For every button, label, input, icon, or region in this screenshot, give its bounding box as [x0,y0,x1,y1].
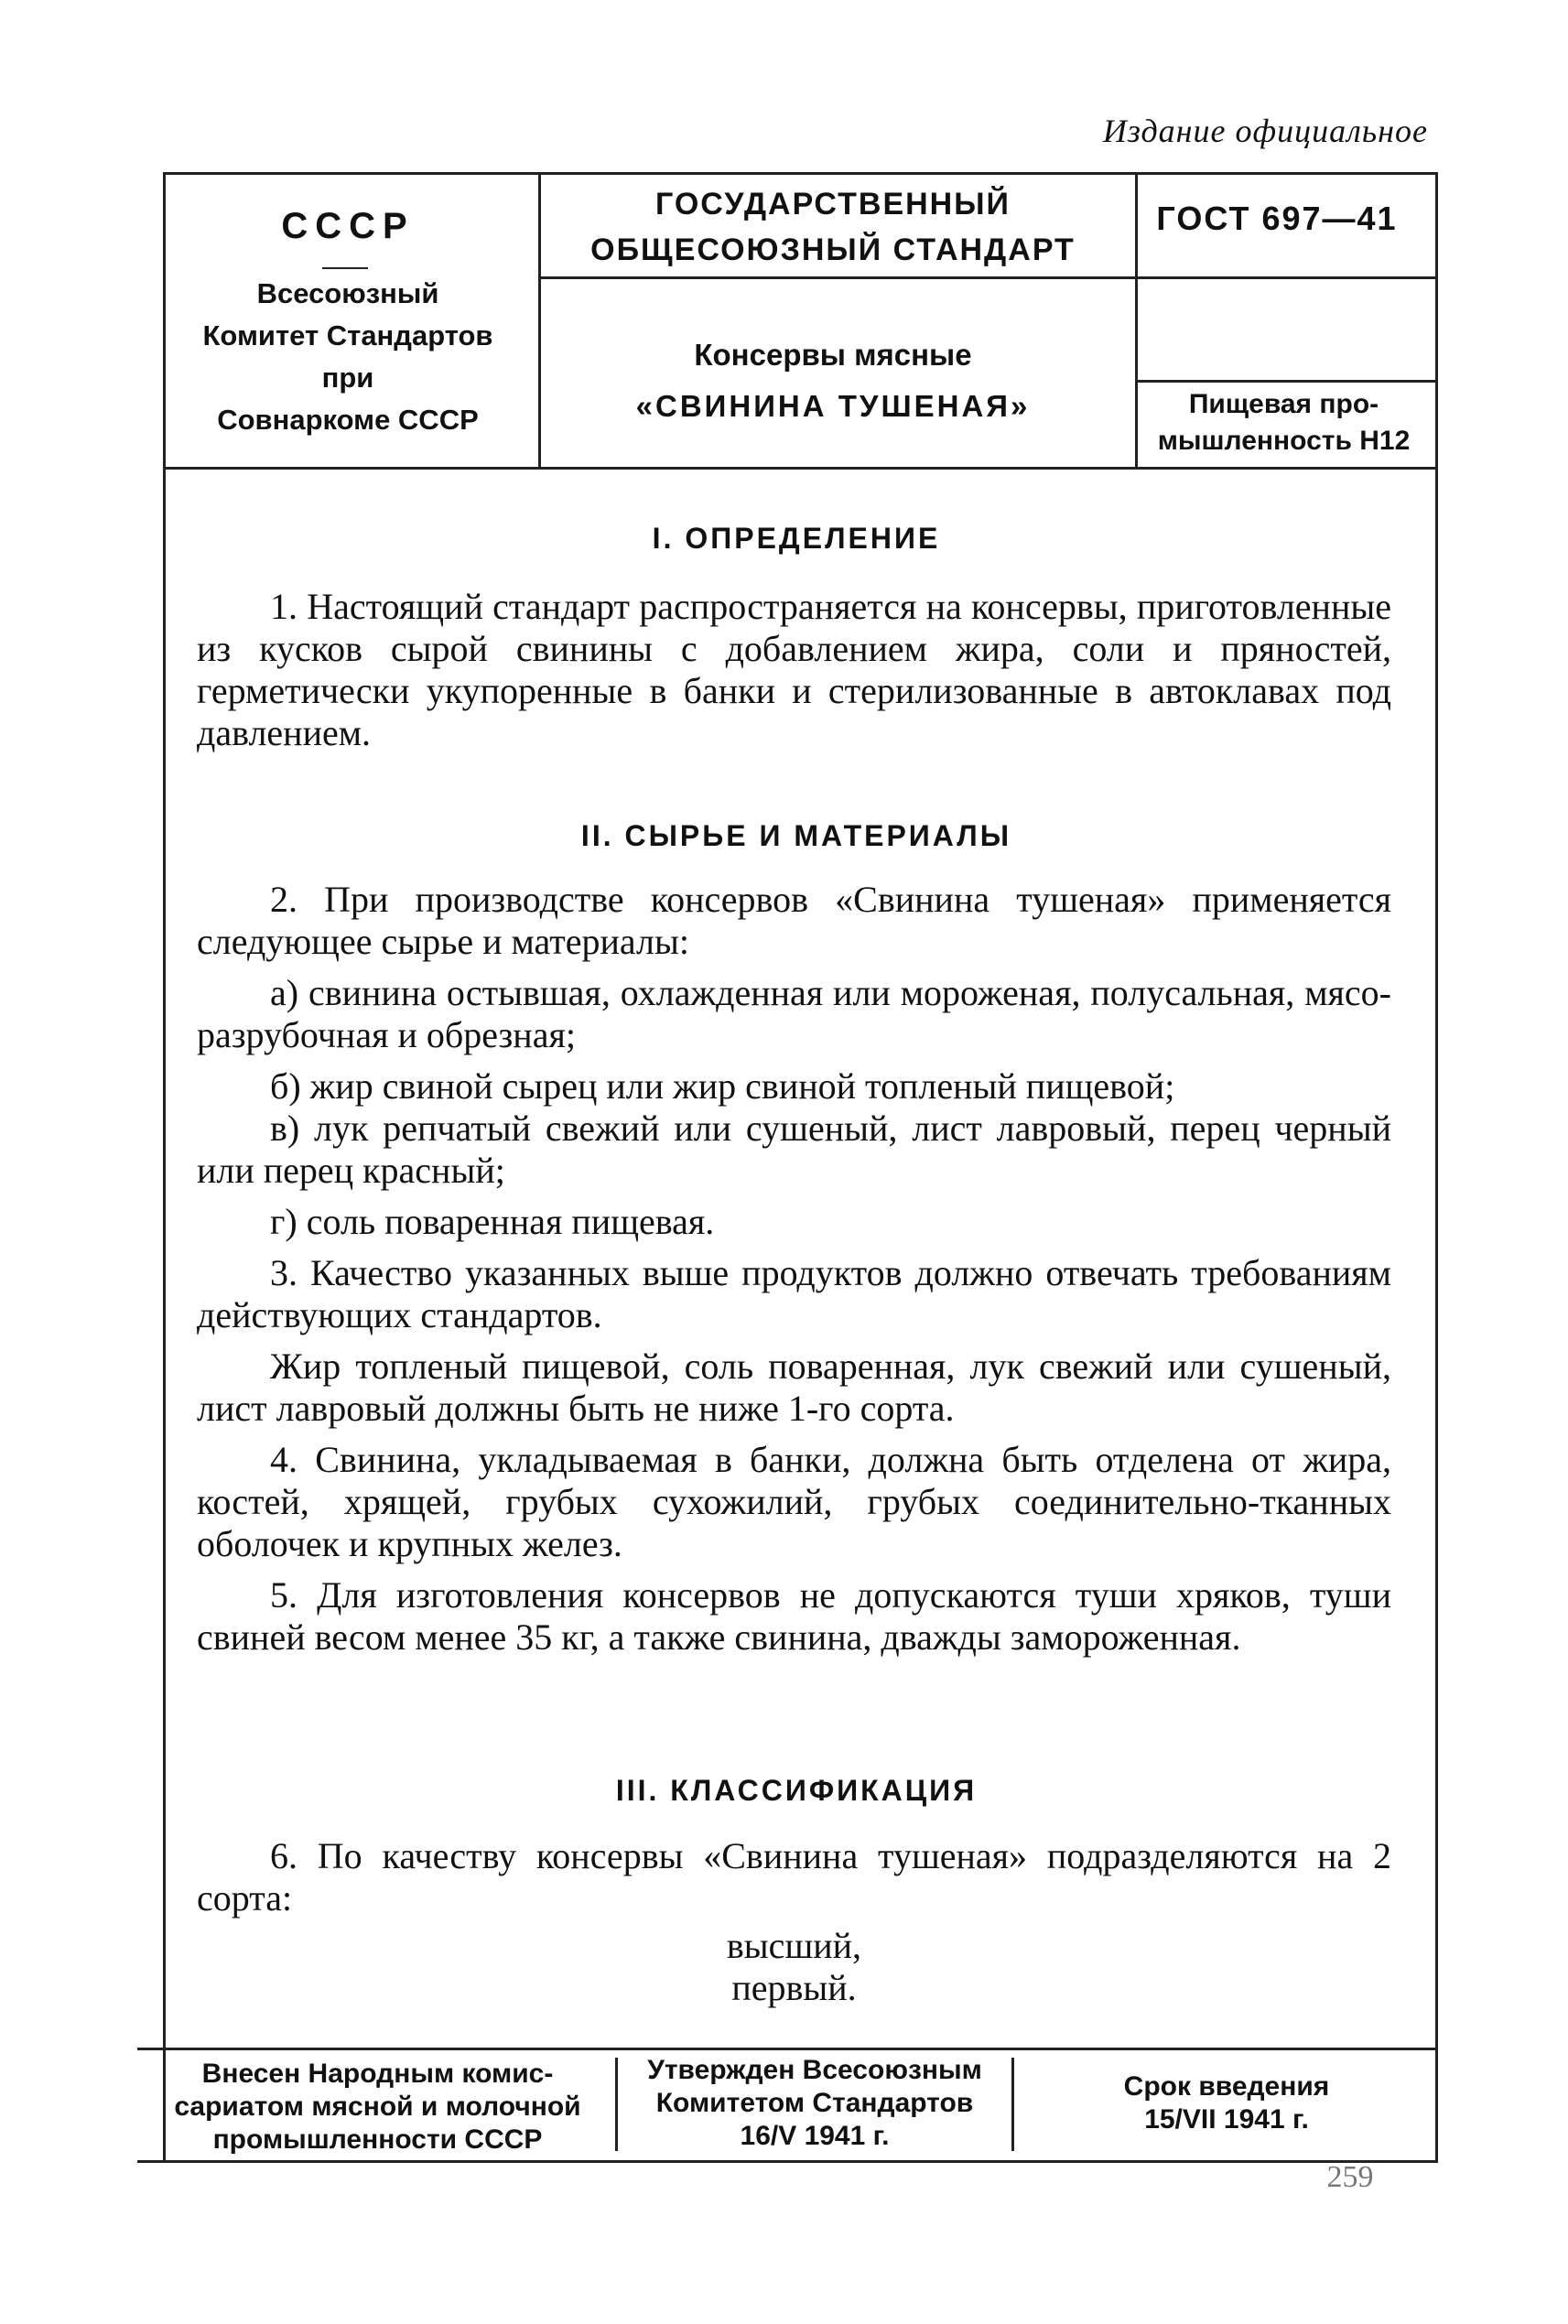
product-line: «СВИНИНА ТУШЕНАЯ» [635,389,1031,423]
header-bottom-rule [163,467,1437,470]
footer-line: сариатом мясной и молочной [174,2092,581,2122]
footer-line: промышленности СССР [212,2124,543,2155]
standard-type-line: ГОСУДАРСТВЕННЫЙ [655,187,1011,222]
footer-bottom-rule [137,2160,1437,2163]
footer-approved-by [622,2054,1007,2153]
country-title: СССР [281,206,415,246]
paragraph: 2. При производстве консервов «Свинина тушеная» применяется следующее сырье и материалы: [197,879,1391,962]
section-body-classification [197,1835,1391,2009]
paragraph: 3. Качество указанных выше продуктов должно отвечать требованиям действующих стандартов. [197,1252,1391,1335]
paragraph: 4. Свинина, укладываемая в банки, должна быть отделена от жира, костей, хрящей, грубых сухожилий, грубых соединительно-тканных оболочек и крупных желез. [197,1439,1391,1564]
committee-line: Совнаркоме СССР [217,404,479,436]
grade-list [197,1925,1391,2009]
header-industry-rule [1137,380,1435,383]
footer-line: Комитетом Стандартов [655,2088,974,2118]
section-title-materials: II. СЫРЬЕ И МАТЕРИАЛЫ [580,819,1012,852]
paragraph: б) жир свиной сырец или жир свиной топленый пищевой; [270,1065,1175,1107]
committee-line: Комитет Стандартов [202,319,493,351]
paragraph: Жир топленый пищевой, соль поваренная, лук свежий или сушеный, лист лавровый должны быть не ниже 1-го сорта. [197,1346,1391,1429]
paragraph: 6. По качеству консервы «Свинина тушеная» подразделяются на 2 сорта: [197,1835,1391,1919]
country-underline [322,267,368,269]
committee-name [160,273,535,441]
industry-classification [1135,386,1433,459]
footer-introduced-by [146,2058,609,2156]
footer-line: Утвержден Всесоюзным [647,2055,982,2085]
page-number: 259 [1326,2160,1374,2194]
paragraph: в) лук репчатый свежий или сушеный, лист лавровый, перец черный или перец красный; [197,1108,1391,1191]
section-body-materials [197,879,1391,1659]
footer-effective-date [1021,2070,1433,2136]
footer-line: Срок введения [1123,2071,1330,2102]
grade-item: первый. [731,1967,857,2008]
grade-item: высший, [726,1925,862,1966]
header-divider-1 [538,172,541,467]
paragraph: 5. Для изготовления консервов не допускаются туши хряков, туши свиней весом менее 35 кг, а также свинина, дважды замороженная. [197,1574,1391,1658]
gost-code: ГОСТ 697—41 [1156,200,1398,237]
product-line: Консервы мясные [694,338,972,372]
page-left-border [163,172,166,2163]
standard-type [558,181,1108,273]
footer-line: Внесен Народным комис- [201,2059,554,2089]
committee-line: при [321,362,374,394]
industry-line: Пищевая про- [1188,389,1379,419]
section-title-definition: I. ОПРЕДЕЛЕНИЕ [652,522,941,555]
paragraph: 1. Настоящий стандарт распространяется на консервы, приготовленные из кусков сырой свинины с добавлением жира, соли и пряностей, герметически укупоренные в банки и стерилизованные в автоклавах под давлением. [197,586,1391,753]
paragraph: а) свинина остывшая, охлажденная или мороженая, полусальная, мясо-разрубочная и обрезная; [197,972,1391,1055]
footer-line: 15/VII 1941 г. [1144,2104,1309,2135]
edition-label: Издание официальное [1102,113,1428,149]
header-inner-rule [540,276,1435,279]
section-body-definition [197,586,1391,754]
industry-line: мышленность Н12 [1157,426,1411,456]
section-title-classification: III. КЛАССИФИКАЦИЯ [615,1774,978,1807]
committee-line: Всесоюзный [256,277,439,309]
product-name [558,330,1108,432]
footer-divider-1 [615,2058,618,2151]
paragraph: г) соль поваренная пищевая. [270,1201,715,1242]
standard-type-line: ОБЩЕСОЮЗНЫЙ СТАНДАРТ [590,232,1076,267]
footer-top-rule [137,2048,1437,2050]
page-right-border [1435,172,1438,2163]
header-top-rule [163,172,1437,175]
footer-divider-2 [1011,2058,1014,2151]
footer-line: 16/V 1941 г. [740,2121,890,2151]
